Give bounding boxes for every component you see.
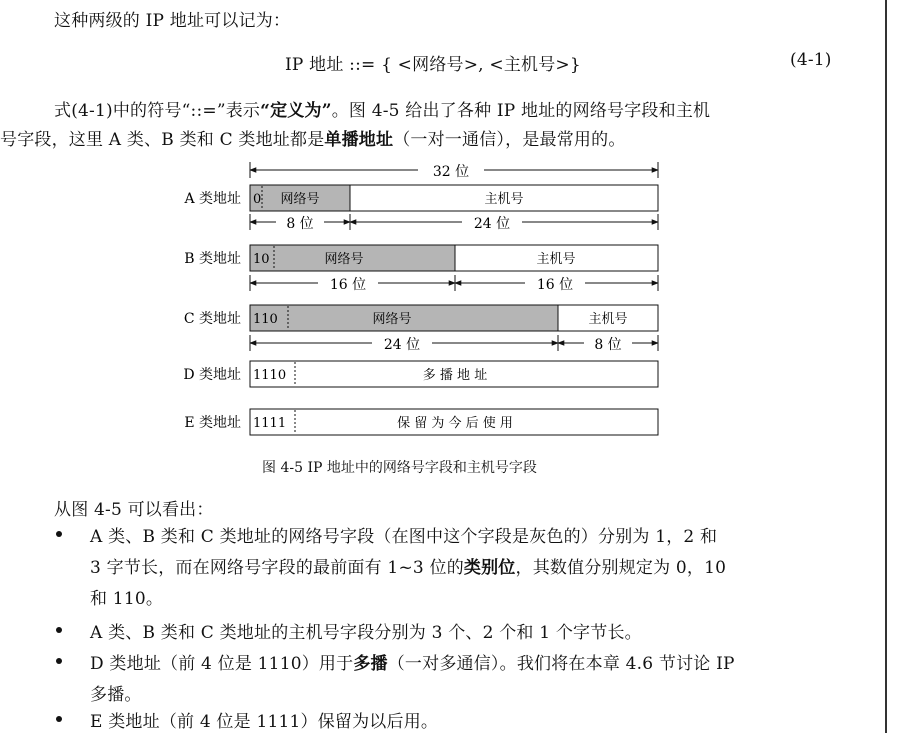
class-c-host-bits: 8 位 <box>594 337 622 353</box>
class-b-host-label: 主机号 <box>536 252 576 267</box>
class-b-net-bits: 16 位 <box>329 277 367 293</box>
bullet-1-text-a: 3 字节长，而在网络号字段的最前面有 1~3 位的 <box>90 558 464 578</box>
bullet-4-line-1: E 类地址（前 4 位是 1111）保留为以后用。 <box>90 712 439 732</box>
paragraph-2: 从图 4-5 可以看出： <box>54 500 214 520</box>
formula: IP 地址 ::= { <网络号>, <主机号>} <box>285 55 581 75</box>
para1-text-f: （一对一通信），是最常用的。 <box>393 130 626 150</box>
bullet-dot <box>56 531 62 537</box>
bullet-dot <box>56 658 62 664</box>
intro-text: 这种两级的 IP 地址可以记为： <box>54 11 291 31</box>
bullet-dot <box>56 627 62 633</box>
class-b-net-label: 网络号 <box>324 252 364 267</box>
term-class-bits: 类别位 <box>463 558 516 578</box>
term-defined-as: “定义为” <box>260 101 332 121</box>
class-d-label: D 类地址 <box>183 367 241 383</box>
class-c-net-label: 网络号 <box>372 312 412 327</box>
bullet-1-text-c: ，其数值分别规定为 0，10 <box>515 558 727 578</box>
class-a-label: A 类地址 <box>184 191 241 207</box>
bullet-dot <box>56 716 62 722</box>
class-e-prefix: 1111 <box>253 416 287 431</box>
class-b-host-bits: 16 位 <box>536 277 574 293</box>
class-e-label: E 类地址 <box>184 415 241 431</box>
bullet-3-text-c: （一对多通信）。我们将在本章 4.6 节讨论 IP <box>387 654 735 674</box>
class-a-host-bits: 24 位 <box>473 216 511 232</box>
bullet-1-line-3: 和 110。 <box>90 589 164 609</box>
class-b-label: B 类地址 <box>184 251 241 267</box>
class-c-net-bits: 24 位 <box>383 337 421 353</box>
class-c-label: C 类地址 <box>183 311 241 327</box>
term-unicast: 单播地址 <box>324 130 394 150</box>
class-d-prefix: 1110 <box>253 368 287 383</box>
class-a-net-label: 网络号 <box>280 192 320 207</box>
class-d-body: 多 播 地 址 <box>422 368 488 383</box>
class-c-prefix: 110 <box>253 312 278 327</box>
class-c-host-label: 主机号 <box>588 312 628 327</box>
formula-number: (4-1) <box>790 50 832 70</box>
class-a-net-bits: 8 位 <box>286 216 314 232</box>
total-bits-label: 32 位 <box>432 164 470 180</box>
bullet-2-line-1: A 类、B 类和 C 类地址的主机号字段分别为 3 个、2 个和 1 个字节长。 <box>90 623 642 643</box>
class-b-prefix: 10 <box>253 252 270 267</box>
para1-text-d: 号字段，这里 A 类、B 类和 C 类地址都是 <box>0 130 325 150</box>
bullet-3-text-a: D 类地址（前 4 位是 1110）用于 <box>90 654 354 674</box>
class-a-host-label: 主机号 <box>484 192 524 207</box>
term-multicast: 多播 <box>353 654 388 674</box>
bullet-1-line-2 <box>90 553 726 578</box>
class-e-body: 保 留 为 今 后 使 用 <box>397 416 513 431</box>
para1-text-a: 式(4-1)中的符号“::=”表示 <box>54 101 261 121</box>
bullet-3-line-2: 多播。 <box>90 685 142 705</box>
figure-caption: 图 4-5 IP 地址中的网络号字段和主机号字段 <box>262 460 537 476</box>
para1-text-c: 。图 4-5 给出了各种 IP 地址的网络号字段和主机 <box>331 101 711 121</box>
bullet-1-line-1: A 类、B 类和 C 类地址的网络号字段（在图中这个字段是灰色的）分别为 1，2 和 <box>90 527 718 547</box>
bullet-3-line-1 <box>90 649 735 674</box>
class-a-prefix: 0 <box>253 192 262 207</box>
